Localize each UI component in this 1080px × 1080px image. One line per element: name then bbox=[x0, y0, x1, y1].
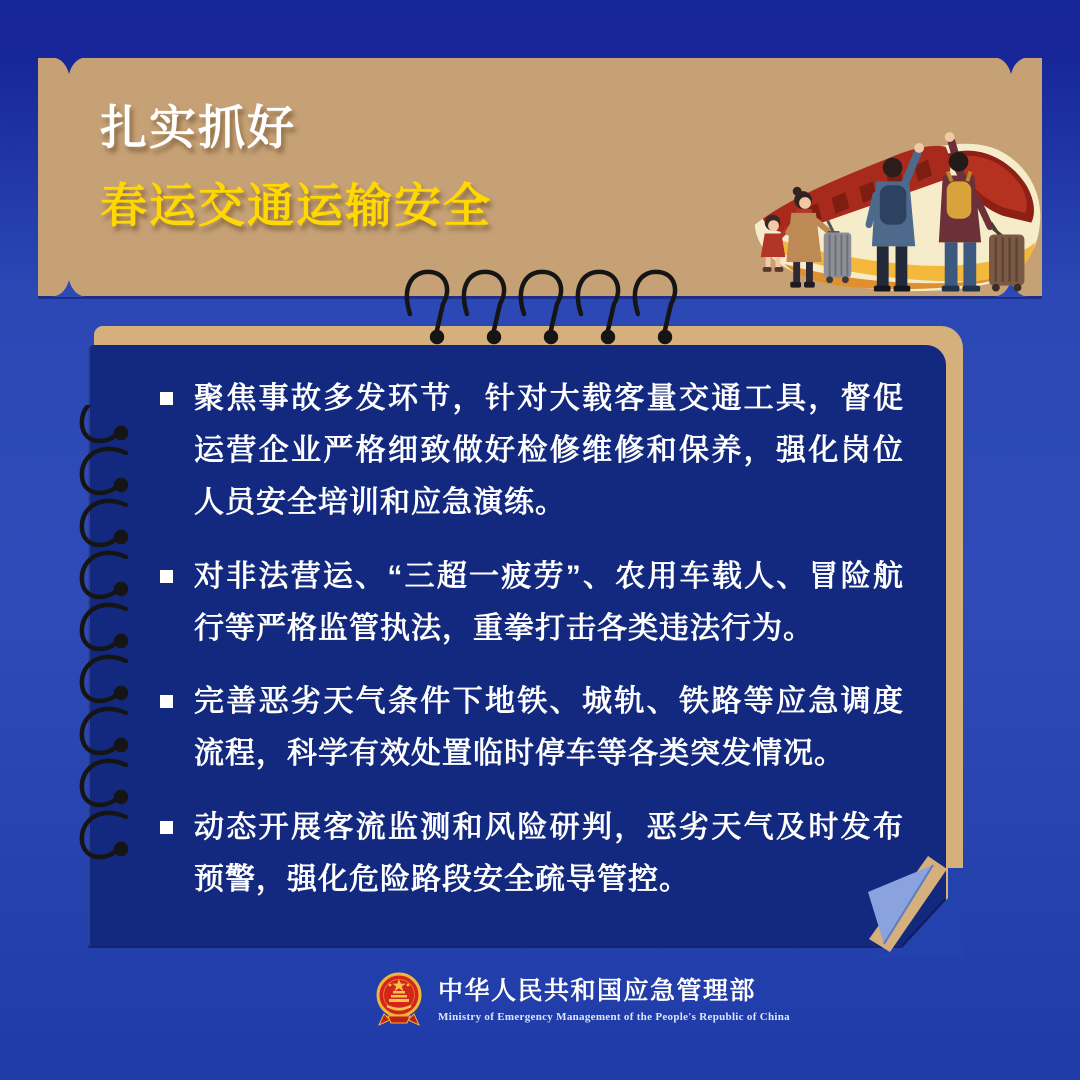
banner-notch-bottom-left bbox=[52, 280, 86, 297]
spiral-binding-top bbox=[400, 262, 690, 354]
bullet-text: 对非法营运、“三超一疲劳”、农用车载人、冒险航行等严格监管执法，重拳打击各类违法行为。 bbox=[194, 559, 904, 645]
poster-title-line1: 扎实抓好 bbox=[100, 101, 296, 154]
banner-notch-top-left bbox=[52, 57, 86, 74]
bullet-square-icon bbox=[160, 570, 173, 583]
list-item bbox=[160, 373, 904, 529]
org-name-chinese: 中华人民共和国应急管理部 bbox=[438, 976, 757, 1005]
footer bbox=[42, 970, 1080, 1028]
national-emblem-logo bbox=[374, 970, 424, 1028]
poster-title-line2: 春运交通运输安全 bbox=[100, 179, 492, 232]
banner-notch-top-right bbox=[994, 57, 1028, 74]
list-item bbox=[160, 676, 904, 780]
bullet-text: 聚焦事故多发环节，针对大载客量交通工具，督促运营企业严格细致做好检修维修和保养，强化岗位人员安全培训和应急演练。 bbox=[194, 382, 904, 519]
spiral-binding-left bbox=[50, 405, 142, 875]
bullet-square-icon bbox=[160, 392, 173, 405]
bullet-square-icon bbox=[160, 695, 173, 708]
high-speed-train-icon bbox=[745, 105, 1050, 300]
page-curl-icon bbox=[832, 840, 964, 958]
content-card bbox=[88, 345, 946, 946]
list-item bbox=[160, 551, 904, 655]
org-name-block bbox=[438, 976, 790, 1023]
bullet-list bbox=[88, 345, 946, 946]
org-name-english: Ministry of Emergency Management of the People's Republic of China bbox=[438, 1010, 790, 1023]
bullet-square-icon bbox=[160, 821, 173, 834]
bullet-text: 动态开展客流监测和风险研判，恶劣天气及时发布预警，强化危险路段安全疏导管控。 bbox=[194, 811, 904, 897]
header-banner bbox=[38, 58, 1042, 296]
train-travelers-illustration bbox=[745, 105, 1050, 300]
list-item bbox=[160, 802, 904, 906]
bullet-text: 完善恶劣天气条件下地铁、城轨、铁路等应急调度流程，科学有效处置临时停车等各类突发情况。 bbox=[194, 685, 904, 771]
